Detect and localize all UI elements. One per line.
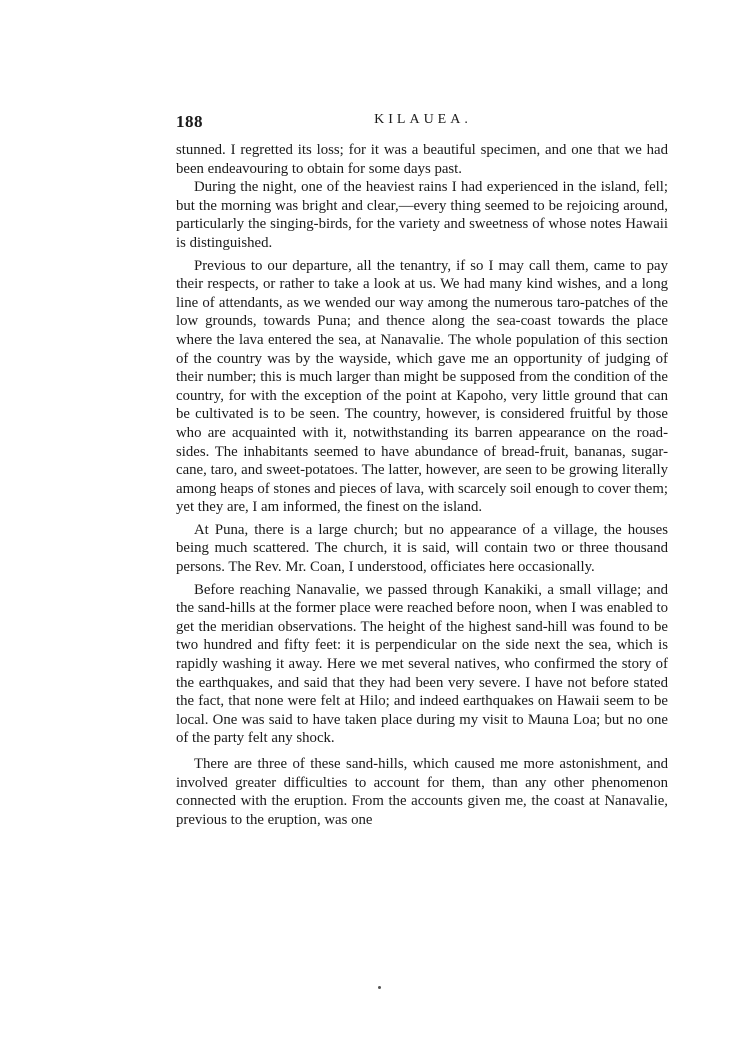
paragraph: There are three of these sand-hills, which caused me more astonishment, and involved greater difficulties to account for them, than any other phenomenon connected with the eruption. From the accounts given me, the coast at Nanavalie, previous to the eruption, was one (176, 756, 668, 828)
paragraph: At Puna, there is a large church; but no appearance of a village, the houses being much scattered. The church, it is said, will contain two or three thousand persons. The Rev. Mr. Coan, I understood, officiates here occasionally. (176, 521, 668, 576)
running-head: KILAUEA. (374, 112, 472, 127)
paragraph: During the night, one of the heaviest rains I had experienced in the island, fell; but the morning was bright and clear,—every thing seemed to be rejoicing around, particularly the singing-birds, for the variety and sweetness of whose notes Hawaii is distinguished. (176, 179, 668, 251)
page-mark (378, 986, 381, 989)
paragraph: Before reaching Nanavalie, we passed through Kanakiki, a small village; and the sand-hills at the former place were reached before noon, when I was enabled to get the meridian observations. The height of the highest sand-hill was found to be two hundred and fifty feet: it is perpendicular on the side next the sea, which is rapidly washing it away. Here we met several natives, who confirmed the story of the earthquakes, and said that they had been very severe. I have not before stated the fact, that none were felt at Hilo; and indeed earthquakes on Hawaii seem to be local. One was said to have taken place during my visit to Mauna Loa; but no one of the party felt any shock. (176, 581, 668, 747)
paragraph-continued: stunned. I regretted its loss; for it was a beautiful specimen, and one that we had been endeavouring to obtain for some days past. (176, 142, 668, 177)
page-header (176, 112, 670, 134)
body-text (176, 141, 668, 829)
page-number: 188 (176, 112, 203, 131)
paragraph: Previous to our departure, all the tenantry, if so I may call them, came to pay their respects, or rather to take a look at us. We had many kind wishes, and a long line of attendants, as we wended our way among the numerous taro-patches of the low grounds, towards Puna; and thence along the sea-coast towards the place where the lava entered the sea, at Nanavalie. The whole population of this section of the country was by the wayside, which gave me an opportunity of judging of their number; this is much larger than might be supposed from the condition of the country, for with the exception of the point at Kapoho, very little ground that can be cultivated is to be seen. The country, however, is considered fruitful by those who are acquainted with it, notwithstanding its barren appearance on the road-sides. The inhabitants seemed to have abundance of bread-fruit, bananas, sugar-cane, taro, and sweet-potatoes. The latter, however, are seen to be growing literally among heaps of stones and pieces of lava, with scarcely soil enough to cover them; yet they are, I am informed, the finest on the island. (176, 257, 668, 516)
